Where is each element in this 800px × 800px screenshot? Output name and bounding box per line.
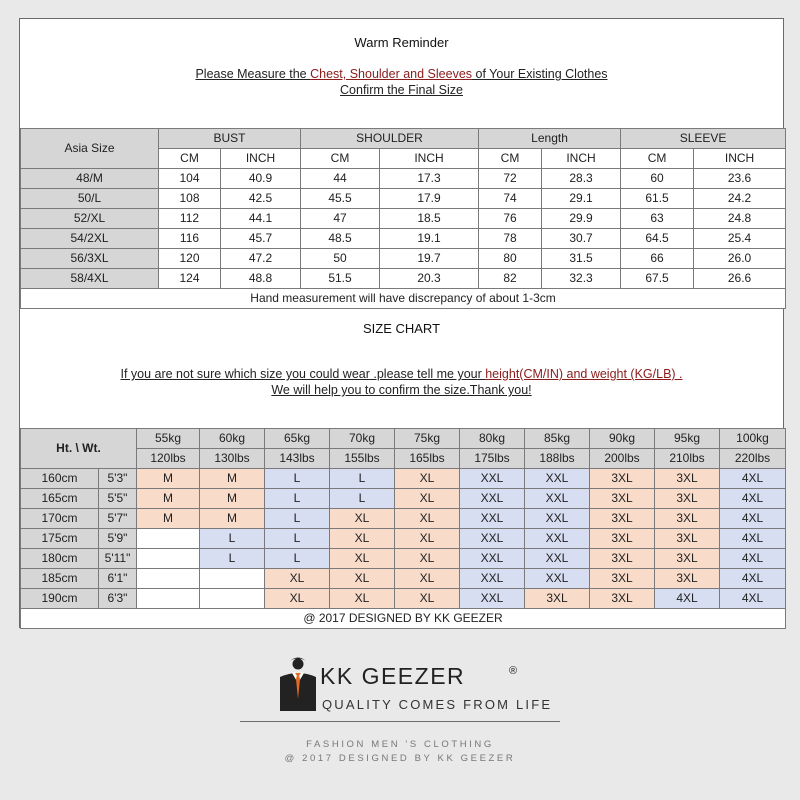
height-cm: 170cm [21,509,99,529]
size-sheet [19,18,784,628]
weight-kg-header: 70kg [330,429,395,449]
size-cell: XXL [460,589,525,609]
size-cell: 3XL [525,589,590,609]
size-cell: 3XL [590,509,655,529]
measure-group-header: BUST [159,129,301,149]
size-label: 50/L [21,189,159,209]
height-row [21,569,786,589]
size-cell: XXL [525,509,590,529]
size-cell: 3XL [590,489,655,509]
measure-cell: 17.9 [380,189,479,209]
size-cell [137,589,200,609]
height-weight-corner: Ht. \ Wt. [21,429,137,469]
size-cell: M [200,509,265,529]
size-cell: L [330,489,395,509]
height-row [21,489,786,509]
measure-cell: 26.6 [694,269,786,289]
height-cm: 160cm [21,469,99,489]
size-cell: XL [395,589,460,609]
measure-cell: 80 [479,249,542,269]
weight-kg-header: 100kg [720,429,786,449]
measure-unit-header: INCH [694,149,786,169]
size-cell: L [265,529,330,549]
size-chart-table [20,428,786,629]
measure-row [21,169,786,189]
measure-cell: 44 [301,169,380,189]
measure-cell: 50 [301,249,380,269]
measure-cell: 48.8 [221,269,301,289]
size-cell: 3XL [590,549,655,569]
height-ft: 5'7" [99,509,137,529]
size-cell: XL [330,509,395,529]
weight-lbs-header: 143lbs [265,449,330,469]
weight-lbs-header: 155lbs [330,449,395,469]
height-ft: 5'3" [99,469,137,489]
size-cell: 4XL [720,549,786,569]
size-cell: L [265,469,330,489]
measure-row [21,189,786,209]
measure-cell: 47.2 [221,249,301,269]
measure-cell: 108 [159,189,221,209]
size-cell: L [200,549,265,569]
measure-unit-header: INCH [380,149,479,169]
measure-cell: 63 [621,209,694,229]
measure-cell: 74 [479,189,542,209]
weight-kg-header: 90kg [590,429,655,449]
measure-cell: 48.5 [301,229,380,249]
height-row [21,589,786,609]
size-cell: L [265,489,330,509]
reminder-line1-pre: Please Measure the [195,67,311,81]
brand-area [0,645,800,800]
size-cell: 3XL [590,589,655,609]
height-cm: 175cm [21,529,99,549]
size-cell: 3XL [655,489,720,509]
size-cell: 4XL [720,489,786,509]
weight-kg-row [21,429,786,449]
size-cell: M [137,509,200,529]
size-cell: L [330,469,395,489]
height-row [21,529,786,549]
measure-cell: 19.7 [380,249,479,269]
brand-footer-1: FASHION MEN 'S CLOTHING [306,739,494,750]
height-ft: 6'3" [99,589,137,609]
height-cm: 185cm [21,569,99,589]
size-cell: XL [395,529,460,549]
measure-unit-header: CM [159,149,221,169]
measure-unit-header: INCH [221,149,301,169]
brand-divider [240,721,560,722]
weight-lbs-header: 165lbs [395,449,460,469]
weight-kg-header: 65kg [265,429,330,449]
measure-cell: 51.5 [301,269,380,289]
size-cell: M [200,469,265,489]
measure-note: Hand measurement will have discrepancy of about 1-3cm [21,289,786,309]
weight-lbs-header: 210lbs [655,449,720,469]
size-cell: M [137,469,200,489]
measure-cell: 28.3 [542,169,621,189]
size-cell [200,589,265,609]
size-cell [137,569,200,589]
size-cell: XL [330,589,395,609]
height-row [21,469,786,489]
measure-cell: 60 [621,169,694,189]
size-label: 48/M [21,169,159,189]
measure-cell: 18.5 [380,209,479,229]
size-cell: 3XL [655,569,720,589]
measure-cell: 76 [479,209,542,229]
asia-size-header: Asia Size [21,129,159,169]
brand-footer-2: @ 2017 DESIGNED BY KK GEEZER [284,753,516,764]
size-cell: L [200,529,265,549]
measure-cell: 29.1 [542,189,621,209]
reminder-line1 [20,67,783,81]
measure-unit-header: CM [479,149,542,169]
measure-cell: 66 [621,249,694,269]
weight-kg-header: 55kg [137,429,200,449]
size-cell: XXL [525,529,590,549]
size-label: 58/4XL [21,269,159,289]
size-cell: XL [395,549,460,569]
size-cell: XL [395,489,460,509]
size-cell [200,569,265,589]
height-row [21,509,786,529]
height-ft: 6'1" [99,569,137,589]
weight-kg-header: 60kg [200,429,265,449]
measure-cell: 17.3 [380,169,479,189]
weight-kg-header: 85kg [525,429,590,449]
measure-unit-header: CM [621,149,694,169]
size-chart-line2: We will help you to confirm the size.Thank you! [271,383,532,397]
size-cell: XL [330,549,395,569]
weight-kg-header: 80kg [460,429,525,449]
measure-cell: 19.1 [380,229,479,249]
size-cell: 4XL [720,569,786,589]
measure-cell: 47 [301,209,380,229]
measure-cell: 124 [159,269,221,289]
size-cell: XL [330,529,395,549]
registered-mark: ® [509,665,518,677]
size-cell: 3XL [655,469,720,489]
measure-cell: 120 [159,249,221,269]
height-row [21,549,786,569]
measure-row [21,229,786,249]
size-cell: 3XL [590,569,655,589]
measure-group-header: SHOULDER [301,129,479,149]
measure-group-header: SLEEVE [621,129,786,149]
size-cell: L [265,509,330,529]
measurement-table [20,128,786,309]
size-cell: 3XL [590,469,655,489]
measure-cell: 24.2 [694,189,786,209]
tuxedo-logo-icon [276,655,320,715]
weight-lbs-header: 130lbs [200,449,265,469]
weight-lbs-header: 220lbs [720,449,786,469]
measure-cell: 72 [479,169,542,189]
size-cell: XXL [460,469,525,489]
size-cell: XXL [460,549,525,569]
size-cell: M [200,489,265,509]
measure-cell: 116 [159,229,221,249]
size-cell: 3XL [655,549,720,569]
size-cell: M [137,489,200,509]
reminder-line2: Confirm the Final Size [340,83,463,97]
size-cell [137,529,200,549]
measure-cell: 82 [479,269,542,289]
measure-cell: 30.7 [542,229,621,249]
size-label: 54/2XL [21,229,159,249]
reminder-line1-highlight: Chest, Shoulder and Sleeves [310,67,473,81]
measure-cell: 26.0 [694,249,786,269]
measure-cell: 24.8 [694,209,786,229]
size-cell: XL [395,569,460,589]
size-cell: L [265,549,330,569]
measure-group-header: Length [479,129,621,149]
size-cell: XXL [460,529,525,549]
size-cell: 3XL [590,529,655,549]
measure-cell: 29.9 [542,209,621,229]
weight-kg-header: 95kg [655,429,720,449]
size-label: 56/3XL [21,249,159,269]
reminder-section [20,35,783,50]
size-cell: XL [395,509,460,529]
weight-lbs-header: 200lbs [590,449,655,469]
measure-cell: 40.9 [221,169,301,189]
measure-cell: 44.1 [221,209,301,229]
brand-name: KK GEEZER [320,663,466,689]
size-cell: XXL [525,569,590,589]
measure-cell: 20.3 [380,269,479,289]
measure-unit-header: INCH [542,149,621,169]
measure-cell: 64.5 [621,229,694,249]
size-cell: XXL [460,489,525,509]
size-chart-title: SIZE CHART [362,321,441,336]
measure-cell: 32.3 [542,269,621,289]
measure-row [21,269,786,289]
size-cell [137,549,200,569]
size-cell: XXL [460,569,525,589]
size-chart-line1 [20,367,783,381]
measure-cell: 61.5 [621,189,694,209]
size-cell: 3XL [655,509,720,529]
measure-row [21,209,786,229]
height-ft: 5'11" [99,549,137,569]
height-ft: 5'9" [99,529,137,549]
measure-cell: 31.5 [542,249,621,269]
measure-cell: 45.5 [301,189,380,209]
size-cell: 4XL [720,529,786,549]
measure-header-row [21,129,786,149]
height-cm: 180cm [21,549,99,569]
size-cell: XL [395,469,460,489]
height-cm: 190cm [21,589,99,609]
size-cell: XL [265,589,330,609]
size-cell: XXL [525,489,590,509]
weight-kg-header: 75kg [395,429,460,449]
measure-cell: 45.7 [221,229,301,249]
measure-cell: 67.5 [621,269,694,289]
size-cell: 3XL [655,529,720,549]
weight-lbs-header: 120lbs [137,449,200,469]
weight-lbs-header: 175lbs [460,449,525,469]
size-cell: 4XL [720,469,786,489]
size-cell: XXL [525,549,590,569]
size-cell: 4XL [720,589,786,609]
height-ft: 5'5" [99,489,137,509]
size-chart-footer-row [21,609,786,629]
size-cell: XXL [525,469,590,489]
size-cell: 4XL [720,509,786,529]
brand-tagline: QUALITY COMES FROM LIFE [322,697,553,712]
size-label: 52/XL [21,209,159,229]
size-chart-heading [20,321,783,336]
measure-cell: 112 [159,209,221,229]
size-chart-line1-highlight: height(CM/IN) and weight (KG/LB) . [485,367,683,381]
size-cell: 4XL [655,589,720,609]
measure-note-row [21,289,786,309]
size-cell: XXL [460,509,525,529]
size-chart-footer: @ 2017 DESIGNED BY KK GEEZER [21,609,786,629]
size-cell: XL [265,569,330,589]
measure-cell: 25.4 [694,229,786,249]
reminder-line1-post: of Your Existing Clothes [472,67,608,81]
measure-row [21,249,786,269]
height-cm: 165cm [21,489,99,509]
weight-lbs-header: 188lbs [525,449,590,469]
measure-unit-header: CM [301,149,380,169]
measure-cell: 23.6 [694,169,786,189]
reminder-title: Warm Reminder [354,35,449,50]
size-cell: XL [330,569,395,589]
measure-cell: 104 [159,169,221,189]
measure-cell: 78 [479,229,542,249]
measure-cell: 42.5 [221,189,301,209]
size-chart-line1-pre: If you are not sure which size you could wear .please tell me your [120,367,486,381]
